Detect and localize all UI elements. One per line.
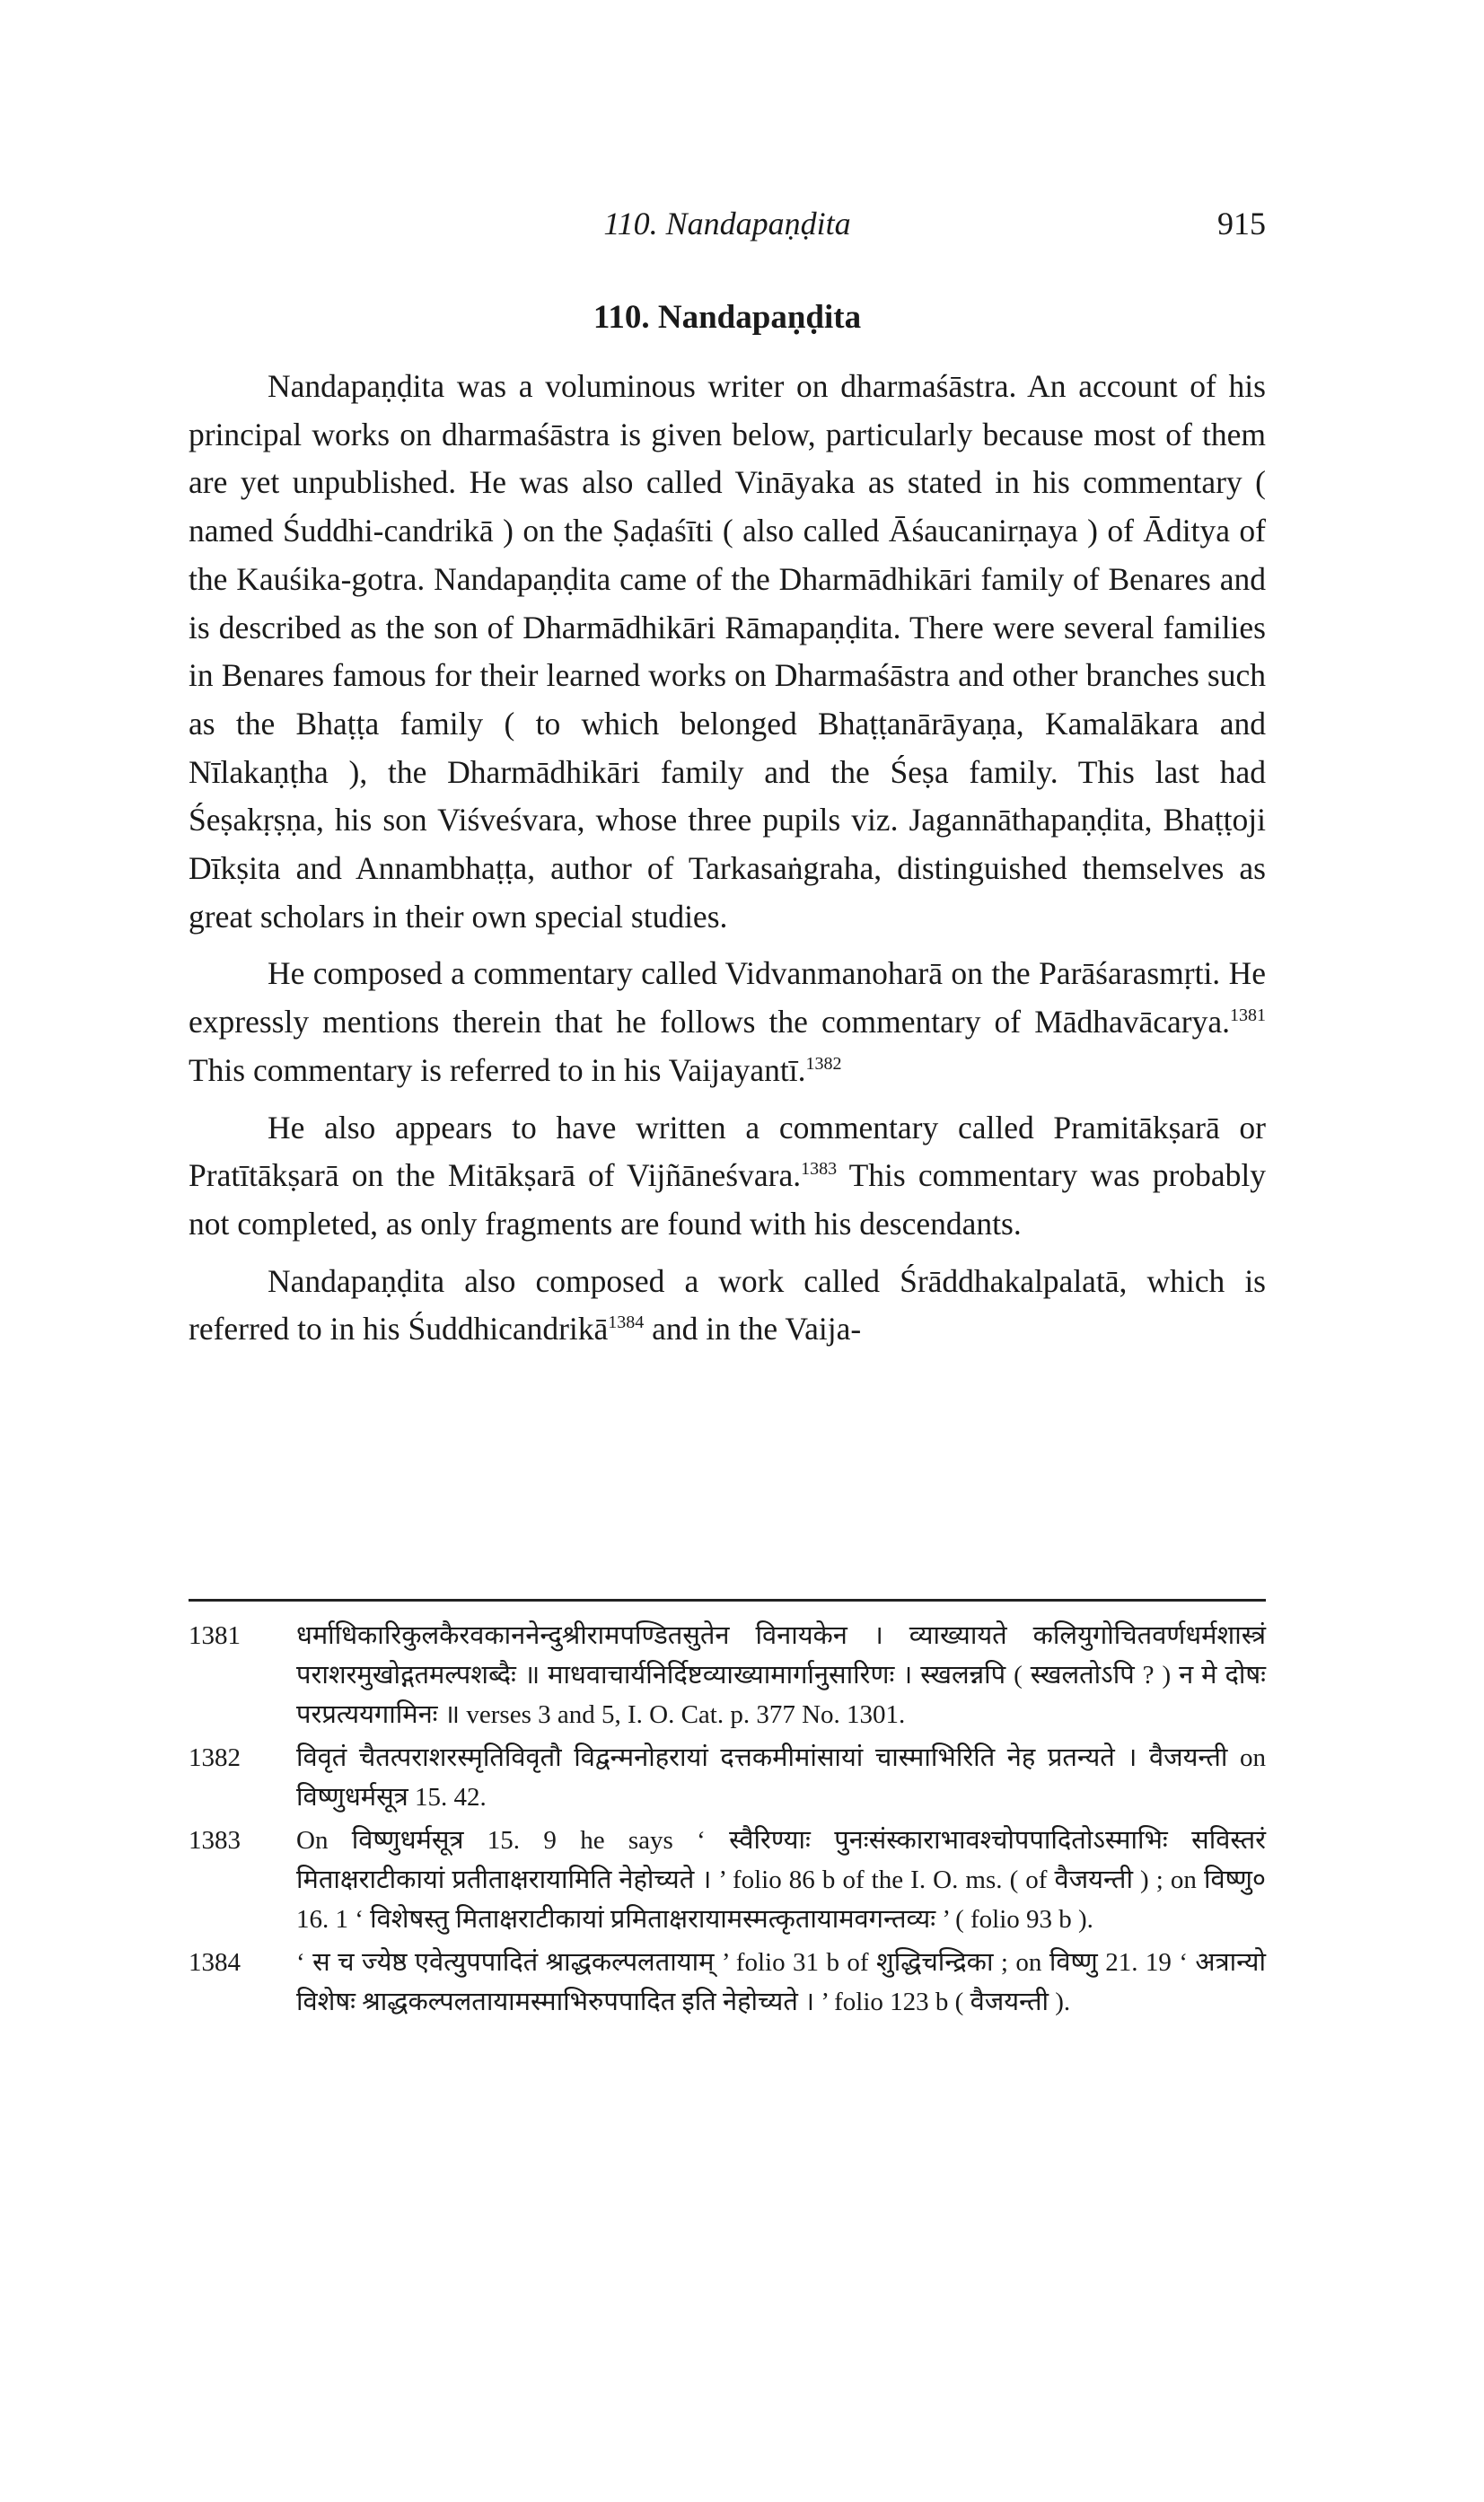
running-title: 110. Nandapaṇḍita: [603, 206, 851, 241]
running-head: [189, 205, 1266, 251]
footnote: [189, 1738, 1266, 1817]
footnote-ref-1383[interactable]: 1383: [801, 1159, 838, 1180]
paragraph-text: This commentary was probably not completed, as only fragments are found with his descendants.: [189, 1157, 1266, 1242]
footnote-text: ‘ स च ज्येष्ठ एवेत्युपपादितं श्राद्धकल्पलतायाम् ’ folio 31 b of शुद्धिचन्द्रिका ; on विष्णु 21. 19 ‘ अत्रान्यो विशेषः श्राद्धकल्पलतायामस्माभिरुपपादित इति नेहोच्यते । ’ folio 123 b ( वैजयन्ती ).: [296, 1948, 1266, 2016]
footnote-number: 1383: [189, 1826, 241, 1855]
page-number: 915: [1217, 206, 1266, 241]
paragraph-1: Nandapaṇḍita was a voluminous writer on dharmaśāstra. An account of his principal works on dharmaśāstra is given below, particularly because most of them are yet unpublished. He was also called Vināyaka as stated in his commentary ( named Śuddhi-candrikā ) on the Ṣaḍaśīti ( also called Āśaucanirṇaya ) of Āditya of the Kauśika-gotra. Nandapaṇḍita came of the Dharmādhikāri family of Benares and is described as the son of Dharmādhikāri Rāmapaṇḍita. There were several families in Benares famous for their learned works on Dharmaśāstra and other branches such as the Bhaṭṭa family ( to which belonged Bhaṭṭanārāyaṇa, Kamalākara and Nīlakaṇṭha ), the Dharmādhikāri family and the Śeṣa family. This last had Śeṣakṛṣṇa, his son Viśveśvara, whose three pupils viz. Jagannāthapaṇḍita, Bhaṭṭoji Dīkṣita and Annambhaṭṭa, author of Tarkasaṅgraha, distinguished themselves as great scholars in their own special studies.: [189, 368, 1266, 935]
footnote-number: 1382: [189, 1743, 241, 1772]
footnote-ref-1384[interactable]: 1384: [608, 1312, 645, 1333]
section-title: 110. Nandapaṇḍita: [593, 299, 862, 336]
paragraph-4: [189, 1258, 1266, 1354]
paragraph-text: and in the Vaija-: [644, 1311, 862, 1348]
footnote: [189, 1943, 1266, 2022]
paragraph-text: He composed a commentary called Vidvanmanoharā on the Parāśarasmṛti. He expressly mentions therein that he follows the commentary of Mādhavācarya.: [189, 955, 1266, 1040]
footnote: [189, 1821, 1266, 1939]
body-text: [189, 363, 1266, 1363]
footnotes: [189, 1616, 1266, 2025]
paragraph-2: [189, 950, 1266, 1094]
footnote-ref-1381[interactable]: 1381: [1230, 1005, 1266, 1026]
footnote-text: धर्माधिकारिकुलकैरवकाननेन्दुश्रीरामपण्डितसुतेन विनायकेन । व्याख्यायते कलियुगोचितवर्णधर्मशास्त्रं पराशरमुखोद्गतमल्पशब्दैः ॥ माधवाचार्यनिर्दिष्टव्याख्यामार्गानुसारिणः । स्खलन्नपि ( स्खलतोऽपि ? ) न मे दोषः परप्रत्ययगामिनः ॥ verses 3 and 5, I. O. Cat. p. 377 No. 1301.: [296, 1621, 1266, 1729]
paragraph-text: This commentary is referred to in his Vaijayantī.: [189, 1051, 806, 1088]
footnote: [189, 1616, 1266, 1734]
paragraph-text: He also appears to have written a commentary called Pramitākṣarā or Pratītākṣarā on the Mitākṣarā of Vijñāneśvara.: [189, 1109, 1266, 1194]
paragraph-3: [189, 1104, 1266, 1249]
footnote-text: विवृतं चैतत्पराशरस्मृतिविवृतौ विद्वन्मनोहरायां दत्तकमीमांसायां चास्माभिरिति नेह प्रतन्यते । वैजयन्ती on विष्णुधर्मसूत्र 15. 42.: [296, 1743, 1266, 1812]
footnote-divider: [189, 1599, 1266, 1602]
footnote-text: On विष्णुधर्मसूत्र 15. 9 he says ‘ स्वैरिण्याः पुनःसंस्काराभावश्चोपपादितोऽस्माभिः सविस्तरं मिताक्षराटीकायां प्रतीताक्षरायामिति नेहोच्यते । ’ folio 86 b of the I. O. ms. ( of वैजयन्ती ) ; on विष्णु० 16. 1 ‘ विशेषस्तु मिताक्षराटीकायां प्रमिताक्षरायामस्मत्कृतायामवगन्तव्यः ’ ( folio 93 b ).: [296, 1826, 1266, 1934]
paragraph-text: Nandapaṇḍita also composed a work called Śrāddhakalpalatā, which is referred to in his Śuddhicandrikā: [189, 1262, 1266, 1348]
footnote-number: 1381: [189, 1621, 241, 1650]
footnote-number: 1384: [189, 1948, 241, 1977]
footnote-ref-1382[interactable]: 1382: [805, 1054, 842, 1075]
